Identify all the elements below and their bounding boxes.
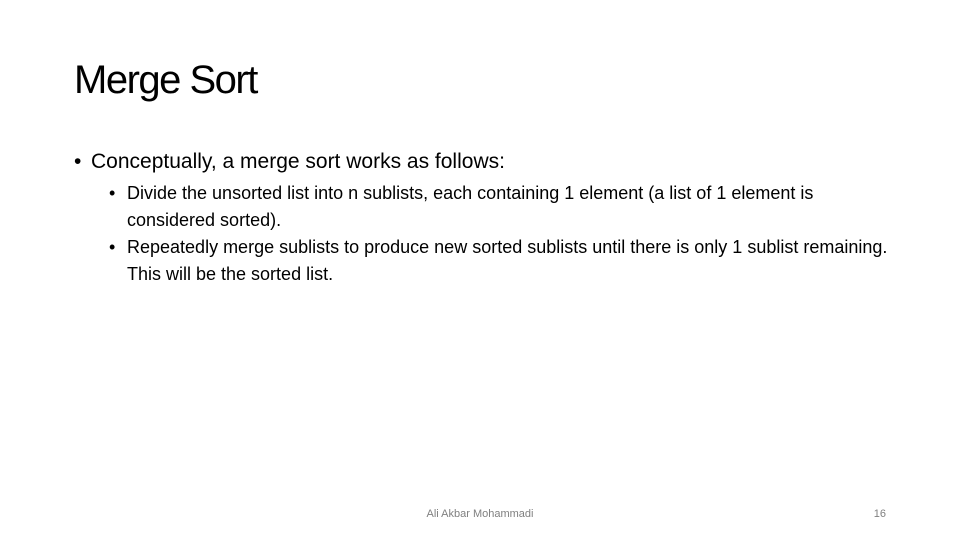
slide-content [74,148,904,288]
bullet-text: Conceptually, a merge sort works as follows: [91,150,505,173]
sub-bullet-text: Divide the unsorted list into n sublists, each containing 1 element (a list of 1 element is considered sorted). [127,183,814,230]
footer-author: Ali Akbar Mohammadi [426,508,534,520]
bullet-item [74,148,904,176]
sub-bullet-item [109,234,897,288]
bullet-dot-icon: • [109,183,116,203]
bullet-dot-icon: • [109,237,116,257]
sub-bullet-list [74,180,904,288]
page-number: 16 [873,508,886,520]
sub-bullet-item [109,180,897,234]
bullet-dot-icon: • [74,150,82,173]
slide-title: Merge Sort [74,58,257,102]
sub-bullet-text: Repeatedly merge sublists to produce new sorted sublists until there is only 1 sublist remaining. This will be the sorted list. [127,237,888,284]
